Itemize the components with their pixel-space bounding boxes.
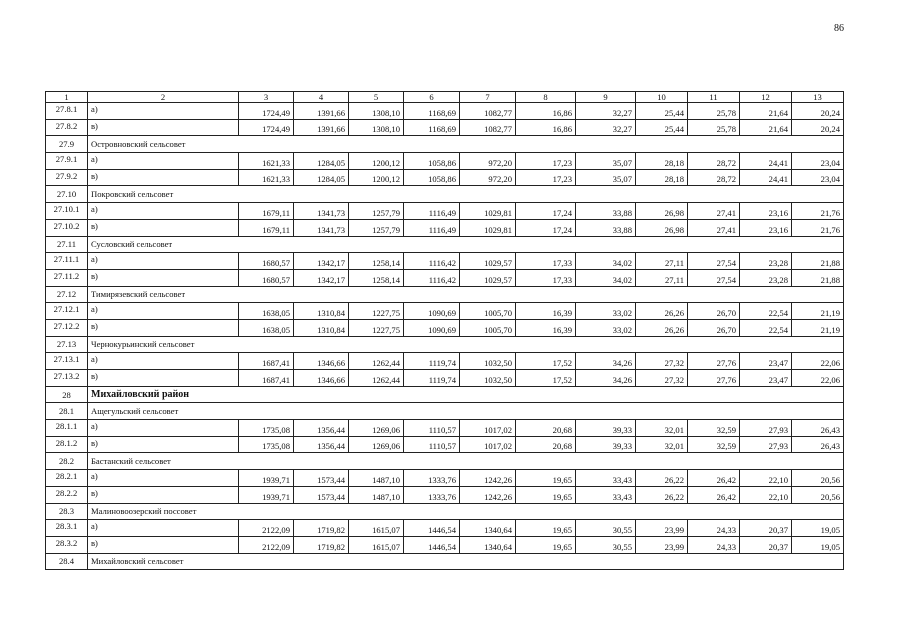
header-row: [46, 92, 844, 103]
value-cell: 1487,10: [349, 486, 404, 503]
section-title: Малиновоозерский поссовет: [88, 503, 844, 520]
value-cell: 1116,42: [404, 269, 460, 286]
value-cell: 25,78: [688, 103, 740, 120]
value-cell: 28,18: [636, 153, 688, 170]
value-cell: 19,65: [516, 536, 576, 553]
value-cell: 25,44: [636, 103, 688, 120]
section-title: Михайловский сельсовет: [88, 553, 844, 570]
column-number: 9: [576, 92, 636, 103]
column-number: 4: [294, 92, 349, 103]
value-cell: 19,65: [516, 520, 576, 537]
section-row: [46, 236, 844, 253]
row-label: а): [88, 153, 239, 170]
row-label: а): [88, 420, 239, 437]
section-title: Островновский сельсовет: [88, 136, 844, 153]
value-cell: 17,52: [516, 370, 576, 387]
column-number: 13: [792, 92, 844, 103]
value-cell: 1005,70: [460, 319, 516, 336]
value-cell: 22,54: [740, 303, 792, 320]
value-cell: 17,24: [516, 203, 576, 220]
table-row: [46, 353, 844, 370]
row-label: а): [88, 470, 239, 487]
value-cell: 25,78: [688, 119, 740, 136]
table-row: [46, 536, 844, 553]
value-cell: 1242,26: [460, 486, 516, 503]
value-cell: 34,02: [576, 253, 636, 270]
value-cell: 1058,86: [404, 153, 460, 170]
value-cell: 1110,57: [404, 420, 460, 437]
value-cell: 1116,49: [404, 203, 460, 220]
value-cell: 972,20: [460, 169, 516, 186]
value-cell: 1340,64: [460, 536, 516, 553]
row-code: 27.10.2: [46, 219, 88, 236]
row-code: 27.12.2: [46, 319, 88, 336]
value-cell: 1356,44: [294, 436, 349, 453]
value-cell: 39,33: [576, 420, 636, 437]
section-code: 28.2: [46, 453, 88, 470]
value-cell: 1005,70: [460, 303, 516, 320]
value-cell: 1308,10: [349, 119, 404, 136]
value-cell: 27,11: [636, 269, 688, 286]
value-cell: 32,01: [636, 436, 688, 453]
row-label: в): [88, 319, 239, 336]
table-body: [46, 92, 844, 570]
column-number: 11: [688, 92, 740, 103]
value-cell: 1939,71: [239, 470, 294, 487]
value-cell: 21,19: [792, 319, 844, 336]
section-title: Чернокурьинский сельсовет: [88, 336, 844, 353]
value-cell: 20,68: [516, 436, 576, 453]
column-number: 7: [460, 92, 516, 103]
value-cell: 1573,44: [294, 486, 349, 503]
value-cell: 1258,14: [349, 253, 404, 270]
value-cell: 21,64: [740, 103, 792, 120]
section-title: Покровский сельсовет: [88, 186, 844, 203]
value-cell: 1687,41: [239, 370, 294, 387]
value-cell: 26,98: [636, 203, 688, 220]
section-row: [46, 503, 844, 520]
value-cell: 1310,84: [294, 303, 349, 320]
value-cell: 1621,33: [239, 153, 294, 170]
value-cell: 19,65: [516, 470, 576, 487]
value-cell: 1679,11: [239, 203, 294, 220]
value-cell: 26,22: [636, 470, 688, 487]
value-cell: 19,05: [792, 520, 844, 537]
section-row: [46, 453, 844, 470]
value-cell: 26,70: [688, 319, 740, 336]
value-cell: 17,52: [516, 353, 576, 370]
value-cell: 1242,26: [460, 470, 516, 487]
value-cell: 19,05: [792, 536, 844, 553]
value-cell: 17,33: [516, 253, 576, 270]
value-cell: 20,68: [516, 420, 576, 437]
value-cell: 1284,05: [294, 153, 349, 170]
value-cell: 22,54: [740, 319, 792, 336]
table-row: [46, 169, 844, 186]
value-cell: 2122,09: [239, 536, 294, 553]
value-cell: 1032,50: [460, 353, 516, 370]
value-cell: 23,28: [740, 269, 792, 286]
value-cell: 1487,10: [349, 470, 404, 487]
table-row: [46, 436, 844, 453]
value-cell: 23,16: [740, 203, 792, 220]
value-cell: 32,27: [576, 103, 636, 120]
row-code: 28.3.1: [46, 520, 88, 537]
row-label: а): [88, 253, 239, 270]
value-cell: 27,54: [688, 269, 740, 286]
value-cell: 1724,49: [239, 103, 294, 120]
value-cell: 1391,66: [294, 119, 349, 136]
value-cell: 1341,73: [294, 219, 349, 236]
value-cell: 17,24: [516, 219, 576, 236]
table-row: [46, 203, 844, 220]
row-code: 28.1.2: [46, 436, 88, 453]
value-cell: 27,76: [688, 353, 740, 370]
value-cell: 1615,07: [349, 536, 404, 553]
section-row: [46, 286, 844, 303]
row-label: а): [88, 203, 239, 220]
value-cell: 1356,44: [294, 420, 349, 437]
value-cell: 17,23: [516, 153, 576, 170]
value-cell: 1082,77: [460, 119, 516, 136]
row-code: 27.8.1: [46, 103, 88, 120]
value-cell: 24,33: [688, 520, 740, 537]
value-cell: 26,22: [636, 486, 688, 503]
value-cell: 1621,33: [239, 169, 294, 186]
value-cell: 19,65: [516, 486, 576, 503]
value-cell: 1090,69: [404, 319, 460, 336]
row-label: а): [88, 520, 239, 537]
row-code: 28.2.2: [46, 486, 88, 503]
value-cell: 1200,12: [349, 153, 404, 170]
value-cell: 1119,74: [404, 353, 460, 370]
value-cell: 33,02: [576, 319, 636, 336]
value-cell: 21,88: [792, 269, 844, 286]
value-cell: 23,28: [740, 253, 792, 270]
value-cell: 27,41: [688, 219, 740, 236]
value-cell: 34,26: [576, 353, 636, 370]
section-title: Тимирязевский сельсовет: [88, 286, 844, 303]
value-cell: 20,24: [792, 103, 844, 120]
table-row: [46, 153, 844, 170]
section-code: 28.1: [46, 403, 88, 420]
section-code: 27.13: [46, 336, 88, 353]
value-cell: 1168,69: [404, 103, 460, 120]
value-cell: 27,93: [740, 436, 792, 453]
value-cell: 1573,44: [294, 470, 349, 487]
value-cell: 21,64: [740, 119, 792, 136]
value-cell: 1262,44: [349, 370, 404, 387]
value-cell: 1227,75: [349, 319, 404, 336]
table-row: [46, 303, 844, 320]
value-cell: 1029,57: [460, 269, 516, 286]
value-cell: 23,16: [740, 219, 792, 236]
value-cell: 1724,49: [239, 119, 294, 136]
value-cell: 22,06: [792, 370, 844, 387]
table-row: [46, 520, 844, 537]
value-cell: 1029,81: [460, 219, 516, 236]
value-cell: 21,76: [792, 219, 844, 236]
value-cell: 1029,57: [460, 253, 516, 270]
row-label: а): [88, 303, 239, 320]
section-title: Сусловский сельсовет: [88, 236, 844, 253]
row-label: а): [88, 103, 239, 120]
table-row: [46, 269, 844, 286]
value-cell: 26,43: [792, 420, 844, 437]
section-code: 27.11: [46, 236, 88, 253]
value-cell: 1082,77: [460, 103, 516, 120]
value-cell: 23,99: [636, 536, 688, 553]
row-code: 27.9.2: [46, 169, 88, 186]
column-number: 6: [404, 92, 460, 103]
value-cell: 1446,54: [404, 536, 460, 553]
value-cell: 20,56: [792, 470, 844, 487]
value-cell: 1939,71: [239, 486, 294, 503]
value-cell: 1308,10: [349, 103, 404, 120]
value-cell: 972,20: [460, 153, 516, 170]
value-cell: 1340,64: [460, 520, 516, 537]
value-cell: 26,42: [688, 486, 740, 503]
value-cell: 1119,74: [404, 370, 460, 387]
section-row: [46, 403, 844, 420]
value-cell: 35,07: [576, 169, 636, 186]
value-cell: 1284,05: [294, 169, 349, 186]
value-cell: 1719,82: [294, 520, 349, 537]
value-cell: 1342,17: [294, 253, 349, 270]
value-cell: 26,43: [792, 436, 844, 453]
value-cell: 1638,05: [239, 319, 294, 336]
row-label: в): [88, 169, 239, 186]
value-cell: 26,42: [688, 470, 740, 487]
row-label: в): [88, 269, 239, 286]
value-cell: 26,98: [636, 219, 688, 236]
value-cell: 1342,17: [294, 269, 349, 286]
value-cell: 33,02: [576, 303, 636, 320]
value-cell: 33,88: [576, 219, 636, 236]
section-code: 27.9: [46, 136, 88, 153]
value-cell: 21,88: [792, 253, 844, 270]
value-cell: 1391,66: [294, 103, 349, 120]
section-code: 27.12: [46, 286, 88, 303]
value-cell: 23,04: [792, 153, 844, 170]
value-cell: 24,33: [688, 536, 740, 553]
section-row: [46, 186, 844, 203]
section-code: 28.4: [46, 553, 88, 570]
value-cell: 27,32: [636, 370, 688, 387]
row-label: в): [88, 370, 239, 387]
table-row: [46, 119, 844, 136]
row-label: а): [88, 353, 239, 370]
value-cell: 1168,69: [404, 119, 460, 136]
value-cell: 20,37: [740, 536, 792, 553]
column-number: 1: [46, 92, 88, 103]
value-cell: 17,33: [516, 269, 576, 286]
value-cell: 16,86: [516, 119, 576, 136]
value-cell: 27,93: [740, 420, 792, 437]
value-cell: 34,26: [576, 370, 636, 387]
value-cell: 39,33: [576, 436, 636, 453]
row-code: 28.3.2: [46, 536, 88, 553]
district-row: [46, 386, 844, 403]
value-cell: 1269,06: [349, 436, 404, 453]
value-cell: 16,86: [516, 103, 576, 120]
value-cell: 16,39: [516, 303, 576, 320]
value-cell: 26,26: [636, 303, 688, 320]
value-cell: 20,37: [740, 520, 792, 537]
value-cell: 1269,06: [349, 420, 404, 437]
section-code: 27.10: [46, 186, 88, 203]
value-cell: 1258,14: [349, 269, 404, 286]
value-cell: 30,55: [576, 536, 636, 553]
row-code: 27.12.1: [46, 303, 88, 320]
value-cell: 22,10: [740, 486, 792, 503]
section-code: 28.3: [46, 503, 88, 520]
value-cell: 32,01: [636, 420, 688, 437]
value-cell: 1257,79: [349, 203, 404, 220]
column-number: 3: [239, 92, 294, 103]
value-cell: 26,26: [636, 319, 688, 336]
section-title: Михайловский район: [88, 386, 844, 403]
value-cell: 1615,07: [349, 520, 404, 537]
section-title: Ащегульский сельсовет: [88, 403, 844, 420]
column-number: 10: [636, 92, 688, 103]
value-cell: 1032,50: [460, 370, 516, 387]
table-row: [46, 103, 844, 120]
value-cell: 1346,66: [294, 353, 349, 370]
value-cell: 27,41: [688, 203, 740, 220]
value-cell: 24,41: [740, 169, 792, 186]
value-cell: 34,02: [576, 269, 636, 286]
value-cell: 22,06: [792, 353, 844, 370]
value-cell: 1090,69: [404, 303, 460, 320]
row-code: 28.1.1: [46, 420, 88, 437]
value-cell: 1333,76: [404, 470, 460, 487]
value-cell: 30,55: [576, 520, 636, 537]
table-row: [46, 253, 844, 270]
value-cell: 23,47: [740, 370, 792, 387]
value-cell: 1719,82: [294, 536, 349, 553]
value-cell: 33,43: [576, 486, 636, 503]
value-cell: 32,59: [688, 420, 740, 437]
page-number: 86: [834, 23, 844, 34]
table-row: [46, 486, 844, 503]
section-row: [46, 553, 844, 570]
data-table: [45, 91, 844, 570]
value-cell: 16,39: [516, 319, 576, 336]
value-cell: 1679,11: [239, 219, 294, 236]
value-cell: 1257,79: [349, 219, 404, 236]
value-cell: 23,04: [792, 169, 844, 186]
value-cell: 1200,12: [349, 169, 404, 186]
table-row: [46, 470, 844, 487]
value-cell: 1017,02: [460, 420, 516, 437]
column-number: 2: [88, 92, 239, 103]
row-code: 27.8.2: [46, 119, 88, 136]
value-cell: 23,99: [636, 520, 688, 537]
value-cell: 1116,42: [404, 253, 460, 270]
value-cell: 1735,08: [239, 420, 294, 437]
column-number: 12: [740, 92, 792, 103]
value-cell: 1735,08: [239, 436, 294, 453]
value-cell: 25,44: [636, 119, 688, 136]
value-cell: 28,72: [688, 169, 740, 186]
value-cell: 1116,49: [404, 219, 460, 236]
row-label: в): [88, 119, 239, 136]
row-code: 27.9.1: [46, 153, 88, 170]
value-cell: 1680,57: [239, 269, 294, 286]
value-cell: 20,24: [792, 119, 844, 136]
table-row: [46, 370, 844, 387]
value-cell: 1227,75: [349, 303, 404, 320]
row-label: в): [88, 219, 239, 236]
row-code: 27.13.1: [46, 353, 88, 370]
table-row: [46, 219, 844, 236]
row-label: в): [88, 536, 239, 553]
value-cell: 1446,54: [404, 520, 460, 537]
value-cell: 1029,81: [460, 203, 516, 220]
table-row: [46, 319, 844, 336]
value-cell: 27,76: [688, 370, 740, 387]
value-cell: 1333,76: [404, 486, 460, 503]
value-cell: 26,70: [688, 303, 740, 320]
section-code: 28: [46, 386, 88, 403]
column-number: 5: [349, 92, 404, 103]
row-code: 27.13.2: [46, 370, 88, 387]
value-cell: 1110,57: [404, 436, 460, 453]
value-cell: 33,88: [576, 203, 636, 220]
value-cell: 2122,09: [239, 520, 294, 537]
value-cell: 1687,41: [239, 353, 294, 370]
row-code: 27.10.1: [46, 203, 88, 220]
value-cell: 32,27: [576, 119, 636, 136]
value-cell: 1346,66: [294, 370, 349, 387]
value-cell: 1310,84: [294, 319, 349, 336]
row-label: в): [88, 486, 239, 503]
value-cell: 1058,86: [404, 169, 460, 186]
value-cell: 20,56: [792, 486, 844, 503]
value-cell: 1341,73: [294, 203, 349, 220]
value-cell: 32,59: [688, 436, 740, 453]
row-code: 27.11.2: [46, 269, 88, 286]
section-title: Бастанский сельсовет: [88, 453, 844, 470]
table-row: [46, 420, 844, 437]
row-label: в): [88, 436, 239, 453]
value-cell: 27,32: [636, 353, 688, 370]
value-cell: 35,07: [576, 153, 636, 170]
section-row: [46, 336, 844, 353]
value-cell: 28,18: [636, 169, 688, 186]
section-row: [46, 136, 844, 153]
value-cell: 1638,05: [239, 303, 294, 320]
row-code: 27.11.1: [46, 253, 88, 270]
value-cell: 33,43: [576, 470, 636, 487]
row-code: 28.2.1: [46, 470, 88, 487]
value-cell: 1680,57: [239, 253, 294, 270]
value-cell: 27,54: [688, 253, 740, 270]
value-cell: 21,76: [792, 203, 844, 220]
value-cell: 1017,02: [460, 436, 516, 453]
column-number: 8: [516, 92, 576, 103]
value-cell: 17,23: [516, 169, 576, 186]
value-cell: 27,11: [636, 253, 688, 270]
value-cell: 1262,44: [349, 353, 404, 370]
value-cell: 23,47: [740, 353, 792, 370]
value-cell: 24,41: [740, 153, 792, 170]
value-cell: 22,10: [740, 470, 792, 487]
value-cell: 21,19: [792, 303, 844, 320]
value-cell: 28,72: [688, 153, 740, 170]
